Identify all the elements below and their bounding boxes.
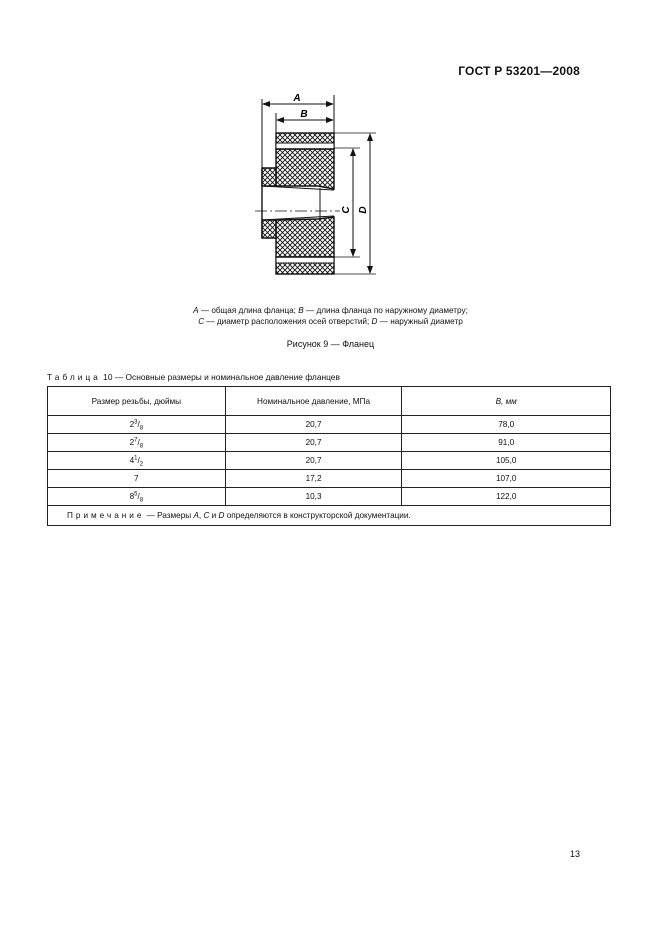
size-den: 8 xyxy=(139,443,144,450)
cell-thread-size xyxy=(48,416,226,434)
header-b-text: B, мм xyxy=(495,396,517,406)
standard-number: ГОСТ Р 53201—2008 xyxy=(458,64,580,78)
cell-pressure: 20,7 xyxy=(225,434,402,452)
legend-text-a: — общая длина фланца; xyxy=(198,306,299,315)
dim-label-c: C xyxy=(341,206,352,214)
figure-caption: Рисунок 9 — Фланец xyxy=(286,339,375,349)
legend-text-d: — наружный диаметр xyxy=(377,317,463,326)
table-row xyxy=(48,434,611,452)
size-num: 7 xyxy=(134,437,138,444)
table-row xyxy=(48,488,611,506)
dim-label-a: A xyxy=(293,93,301,104)
size-den: 8 xyxy=(139,425,144,432)
dim-label-b: B xyxy=(300,109,308,120)
legend-sym-a: A xyxy=(193,306,199,315)
size-int: 2 xyxy=(129,438,135,447)
table-row xyxy=(48,452,611,470)
size-fraction: $^3/_8$ xyxy=(134,419,144,432)
note-comma: , xyxy=(198,511,204,520)
legend-line-2 xyxy=(0,316,661,327)
legend-text-b: — длина фланца по наружному диаметру; xyxy=(303,306,468,315)
size-num: 1 xyxy=(134,455,138,462)
size-fraction: $^5/_8$ xyxy=(134,491,144,504)
size-num: 5 xyxy=(134,491,138,498)
size-int: 4 xyxy=(129,456,135,465)
cell-b: 78,0 xyxy=(402,416,611,434)
table-note xyxy=(48,506,611,526)
size-den: 8 xyxy=(139,497,144,504)
figure-legend xyxy=(0,305,661,327)
legend-text-c: — диаметр расположения осей отверстий; xyxy=(204,317,372,326)
note-and: и xyxy=(209,511,219,520)
legend-line-1 xyxy=(0,305,661,316)
note-sym-a: A xyxy=(193,511,199,520)
cell-b: 107,0 xyxy=(402,470,611,488)
cell-thread-size xyxy=(48,488,226,506)
note-label: Примечание xyxy=(67,511,145,520)
size-int: 7 xyxy=(134,474,139,483)
cell-b: 91,0 xyxy=(402,434,611,452)
table-header-row xyxy=(48,387,611,416)
table-note-row xyxy=(48,506,611,526)
legend-sym-b: B xyxy=(298,306,304,315)
header-thread-size: Размер резьбы, дюймы xyxy=(48,387,226,416)
flange-table xyxy=(47,386,611,526)
table-row xyxy=(48,416,611,434)
legend-sym-c: C xyxy=(198,317,205,326)
size-den: 2 xyxy=(139,461,144,468)
size-int: 2 xyxy=(129,420,135,429)
table-label: Таблица xyxy=(47,372,101,382)
note-sym-c: C xyxy=(203,511,210,520)
header-b xyxy=(402,387,611,416)
size-num: 3 xyxy=(134,419,138,426)
table-title xyxy=(47,372,340,382)
legend-sym-d: D xyxy=(371,317,378,326)
cell-b: 105,0 xyxy=(402,452,611,470)
note-text-before: — Размеры xyxy=(144,511,194,520)
cell-pressure: 17,2 xyxy=(225,470,402,488)
cell-pressure: 20,7 xyxy=(225,416,402,434)
table-number: 10 xyxy=(103,372,113,382)
cell-thread-size xyxy=(48,470,226,488)
size-fraction: $^1/_2$ xyxy=(134,455,144,468)
dim-label-d: D xyxy=(358,206,369,214)
cell-thread-size xyxy=(48,452,226,470)
note-text-after: определяются в конструкторской документации. xyxy=(224,511,411,520)
table-title-text: — Основные размеры и номинальное давление фланцев xyxy=(112,372,340,382)
header-pressure: Номинальное давление, МПа xyxy=(225,387,402,416)
cell-thread-size xyxy=(48,434,226,452)
cell-pressure: 20,7 xyxy=(225,452,402,470)
page-number: 13 xyxy=(569,849,580,859)
table-row xyxy=(48,470,611,488)
note-sym-d: D xyxy=(218,511,225,520)
cell-b: 122,0 xyxy=(402,488,611,506)
size-fraction: $^7/_8$ xyxy=(134,437,144,450)
cell-pressure: 10,3 xyxy=(225,488,402,506)
size-int: 8 xyxy=(129,492,135,501)
